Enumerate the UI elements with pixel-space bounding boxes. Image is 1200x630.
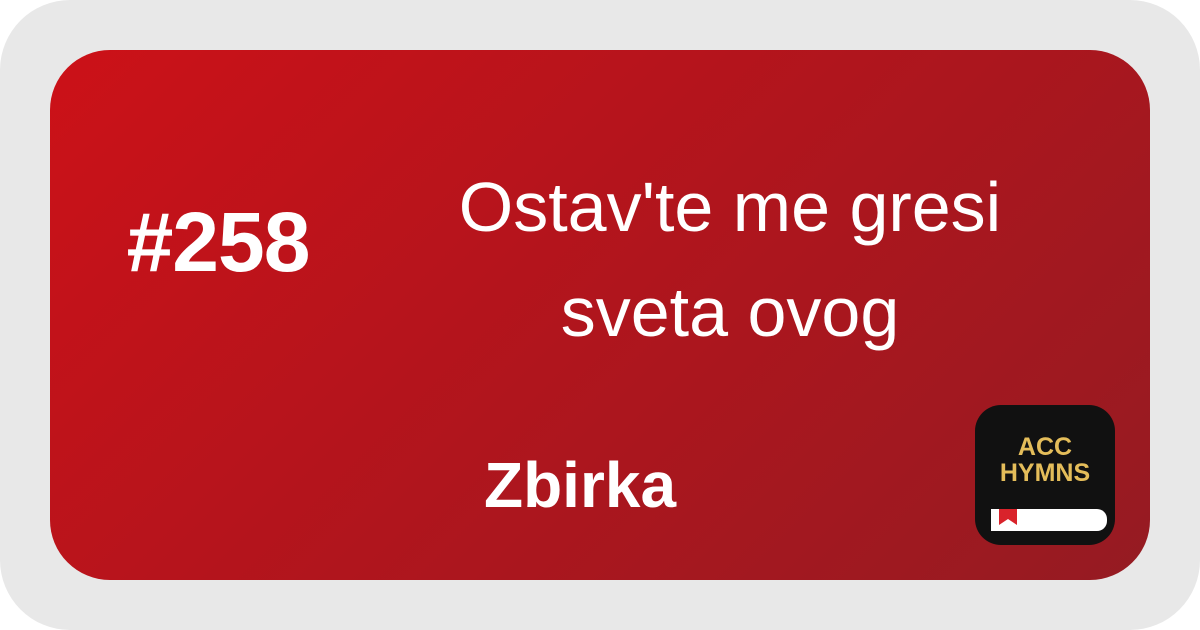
- hymn-number: #258: [126, 195, 310, 289]
- acc-hymns-logo: [975, 405, 1115, 545]
- hymn-title: [350, 155, 1110, 365]
- hymn-title-line-1: Ostav'te me gresi: [458, 168, 1002, 246]
- hymn-title-line-2: sveta ovog: [560, 273, 900, 351]
- collection-name: Zbirka: [483, 449, 677, 521]
- logo-text-acc: ACC: [1017, 433, 1073, 461]
- bookmark-icon: [997, 509, 1019, 525]
- hymn-card: [50, 50, 1150, 580]
- logo-text-hymns: HYMNS: [999, 459, 1091, 487]
